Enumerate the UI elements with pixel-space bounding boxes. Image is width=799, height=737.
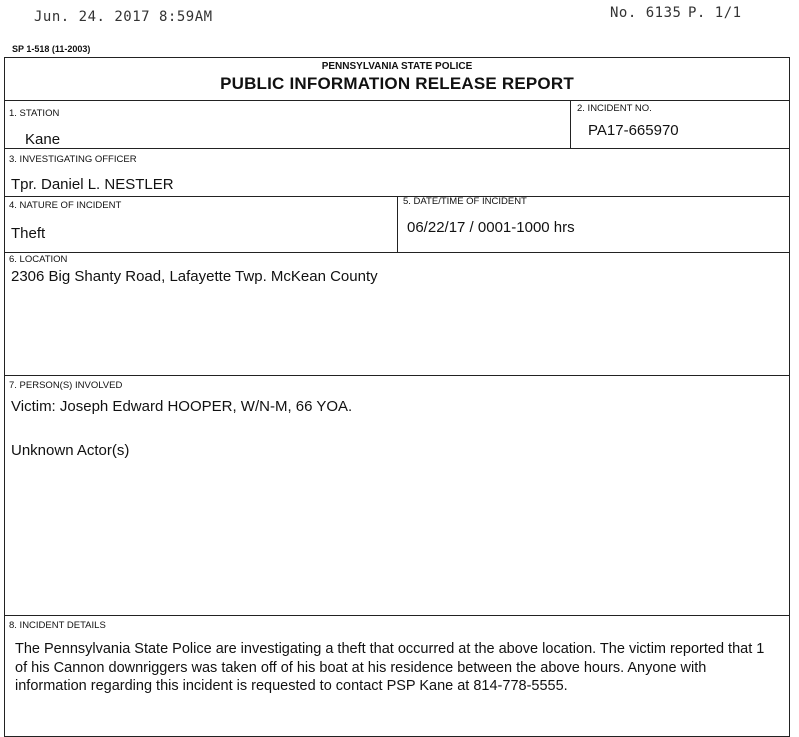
details-text: The Pennsylvania State Police are investigating a theft that occurred at the above location. The victim reported that 1 of his Cannon downriggers was taken off of his boat at his residence between the above hours. Anyone with information regarding this incident is requested to contact PSP Kane at 814-778-5555. xyxy=(15,641,765,694)
date-time-label: 5. DATE/TIME OF INCIDENT xyxy=(403,196,527,207)
report-title: PUBLIC INFORMATION RELEASE REPORT xyxy=(220,74,574,93)
persons-label: 7. PERSON(S) INVOLVED xyxy=(9,380,123,391)
officer-label: 3. INVESTIGATING OFFICER xyxy=(9,154,137,165)
incident-no-label: 2. INCIDENT NO. xyxy=(577,103,652,114)
fax-number: No. 6135 xyxy=(610,5,682,21)
fax-page: P. 1/1 xyxy=(688,5,742,21)
divider xyxy=(397,196,398,252)
incident-no-value: PA17-665970 xyxy=(588,122,679,139)
divider xyxy=(5,615,789,616)
location-label: 6. LOCATION xyxy=(9,254,68,265)
fax-timestamp: Jun. 24. 2017 8:59AM xyxy=(34,9,213,25)
divider xyxy=(5,100,789,101)
location-value: 2306 Big Shanty Road, Lafayette Twp. McKean County xyxy=(11,268,378,285)
form-id: SP 1-518 (11-2003) xyxy=(12,44,91,54)
divider xyxy=(5,252,789,253)
divider xyxy=(570,100,571,148)
station-value: Kane xyxy=(25,131,61,148)
divider xyxy=(5,375,789,376)
victim-value: Victim: Joseph Edward HOOPER, W/N-M, 66 YOA. xyxy=(11,398,353,415)
agency-name: PENNSYLVANIA STATE POLICE xyxy=(321,61,473,72)
nature-value: Theft xyxy=(11,225,46,242)
details-label: 8. INCIDENT DETAILS xyxy=(9,620,106,631)
actor-value: Unknown Actor(s) xyxy=(11,442,130,459)
station-label: 1. STATION xyxy=(9,108,60,119)
nature-label: 4. NATURE OF INCIDENT xyxy=(9,200,122,211)
date-time-value: 06/22/17 / 0001-1000 hrs xyxy=(407,219,575,236)
officer-value: Tpr. Daniel L. NESTLER xyxy=(11,176,174,193)
divider xyxy=(5,148,789,149)
report-form xyxy=(4,57,790,737)
